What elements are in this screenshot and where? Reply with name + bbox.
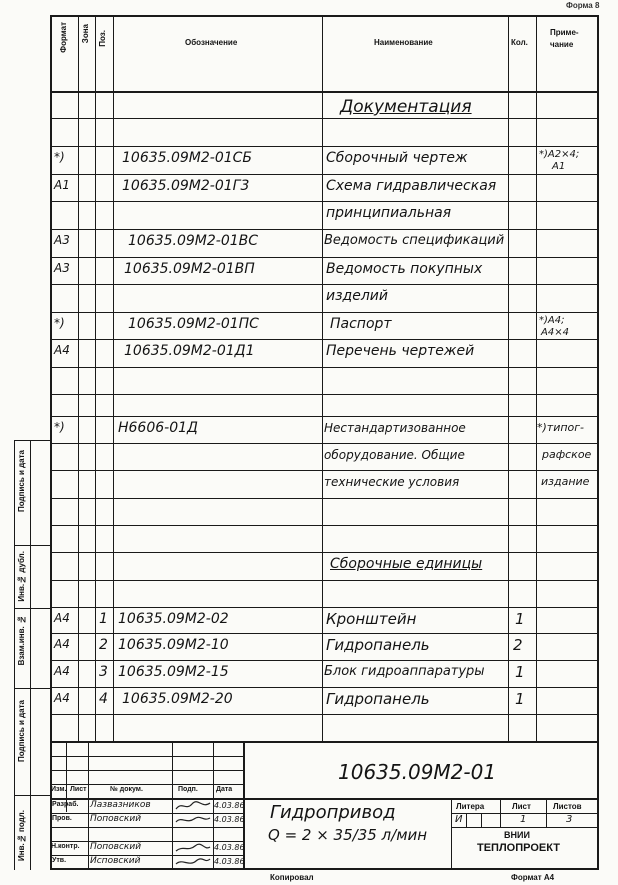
row-note: издание xyxy=(541,475,590,488)
footer-copied: Копировал xyxy=(270,873,314,882)
header-note-line2: чание xyxy=(550,40,574,49)
title-line-1: Гидропривод xyxy=(270,802,396,823)
title-col-sign: Подп. xyxy=(178,786,198,793)
role-prov: Пров. xyxy=(52,815,72,822)
title-col-izm: Изм. xyxy=(51,786,67,793)
row-format: А3 xyxy=(54,233,70,247)
signature-prov xyxy=(174,814,212,826)
date-nkontr: 4.03.86 xyxy=(214,843,245,852)
row-name: Гидропанель xyxy=(326,636,430,654)
row-note: *)А4; xyxy=(539,315,565,326)
side-inv-orig: Инв.№ подл. xyxy=(17,810,26,861)
name-utv: Исповский xyxy=(90,856,141,866)
header-qty: Кол. xyxy=(511,38,528,47)
row-format: А4 xyxy=(54,691,70,705)
row-format: А4 xyxy=(54,664,70,678)
row-format: А4 xyxy=(54,343,70,357)
row-format: *) xyxy=(54,316,65,330)
row-note: рафское xyxy=(542,448,592,461)
header-designation: Обозначение xyxy=(185,38,238,47)
row-designation: 10635.09М2-01Г3 xyxy=(122,178,250,194)
row-name: Ведомость спецификаций xyxy=(324,233,505,248)
name-razrab: Лазвазников xyxy=(90,800,151,810)
row-note: А1 xyxy=(552,161,566,172)
row-designation: 10635.09М2-01ВС xyxy=(128,233,259,249)
row-designation: 10635.09М2-10 xyxy=(118,637,229,653)
name-nkontr: Поповский xyxy=(90,842,142,852)
row-pos: 4 xyxy=(99,691,108,707)
date-razrab: 4.03.86 xyxy=(214,801,245,810)
row-designation: 10635.09М2-15 xyxy=(118,664,229,680)
row-name: Схема гидравлическая xyxy=(326,178,497,194)
row-pos: 2 xyxy=(99,637,108,653)
form-corner-label: Форма 8 xyxy=(566,1,600,10)
side-vzam-inv: Взам.инв. № xyxy=(17,615,26,666)
row-qty: 1 xyxy=(515,663,525,681)
sheets-label: Листов xyxy=(553,802,582,811)
row-qty: 2 xyxy=(513,636,523,654)
footer-format: Формат А4 xyxy=(511,873,555,882)
row-name: Ведомость покупных xyxy=(326,261,483,277)
row-qty: 1 xyxy=(515,610,525,628)
section-assembly-units: Сборочные единицы xyxy=(330,556,483,572)
document-number: 10635.09М2-01 xyxy=(338,760,497,784)
row-name: Нестандартизованное xyxy=(324,421,466,435)
section-documentation: Документация xyxy=(340,97,472,117)
row-name: технические условия xyxy=(324,475,460,489)
row-format: А4 xyxy=(54,611,70,625)
row-format: *) xyxy=(54,150,65,164)
date-utv: 4.03.86 xyxy=(214,857,245,866)
org-line-2: ТЕПЛОПРОЕКТ xyxy=(477,842,560,854)
row-format: А1 xyxy=(54,178,70,192)
row-qty: 1 xyxy=(515,690,525,708)
row-name: Перечень чертежей xyxy=(326,343,475,359)
row-name: Гидропанель xyxy=(326,690,430,708)
row-designation: 10635.09М2-01ВП xyxy=(124,261,255,277)
title-col-doc: № докум. xyxy=(110,786,143,793)
name-prov: Поповский xyxy=(90,814,142,824)
row-designation: 10635.09М2-02 xyxy=(118,611,229,627)
row-name: изделий xyxy=(326,288,388,304)
side-sign-date-bottom: Подпись и дата xyxy=(17,700,26,762)
row-designation: 10635.09М2-01ПС xyxy=(128,316,259,332)
frame-top xyxy=(50,15,598,17)
row-pos: 3 xyxy=(99,664,108,680)
role-razrab: Разраб. xyxy=(52,801,79,808)
row-note: *)типог- xyxy=(537,421,585,434)
litera-value: И xyxy=(455,814,463,825)
header-format: Формат xyxy=(59,22,68,53)
signature-nkontr xyxy=(174,842,212,854)
row-note: *)А2×4; xyxy=(539,149,580,160)
date-prov: 4.03.86 xyxy=(214,815,245,824)
row-name: Сборочный чертеж xyxy=(326,150,468,166)
role-nkontr: Н.контр. xyxy=(51,843,80,850)
row-name: принципиальная xyxy=(326,205,452,221)
role-utv: Утв. xyxy=(52,857,67,864)
header-note-line1: Приме- xyxy=(550,28,579,37)
title-col-list: Лист xyxy=(70,786,87,793)
row-name: оборудование. Общие xyxy=(324,448,465,462)
row-designation: 10635.09М2-01Д1 xyxy=(124,343,255,359)
row-designation: 10635.09М2-20 xyxy=(122,691,233,707)
litera-label: Литера xyxy=(456,802,485,811)
row-designation: Н6606-01Д xyxy=(118,420,198,436)
title-col-date: Дата xyxy=(216,786,233,793)
row-name: Паспорт xyxy=(330,316,392,332)
row-note: А4×4 xyxy=(541,327,569,338)
row-pos: 1 xyxy=(99,611,108,627)
header-name: Наименование xyxy=(374,38,433,47)
sheet-value: 1 xyxy=(520,814,527,825)
row-designation: 10635.09М2-01СБ xyxy=(122,150,253,166)
row-format: *) xyxy=(54,420,65,434)
sheets-value: 3 xyxy=(566,814,573,825)
row-format: А3 xyxy=(54,261,70,275)
row-format: А4 xyxy=(54,637,70,651)
sheet-label: Лист xyxy=(512,802,531,811)
header-pos: Поз. xyxy=(98,30,107,47)
header-zone: Зона xyxy=(81,24,90,44)
row-name: Кронштейн xyxy=(326,610,417,628)
row-name: Блок гидроаппаратуры xyxy=(324,664,485,679)
org-line-1: ВНИИ xyxy=(504,830,530,840)
frame-bottom xyxy=(50,868,599,870)
title-line-2: Q = 2 × 35/35 л/мин xyxy=(268,826,428,844)
signature-utv xyxy=(174,856,212,868)
signature-razrab xyxy=(174,800,212,812)
side-sign-date-top: Подпись и дата xyxy=(17,450,26,512)
side-inv-dubl: Инв.№ дубл. xyxy=(17,551,26,602)
